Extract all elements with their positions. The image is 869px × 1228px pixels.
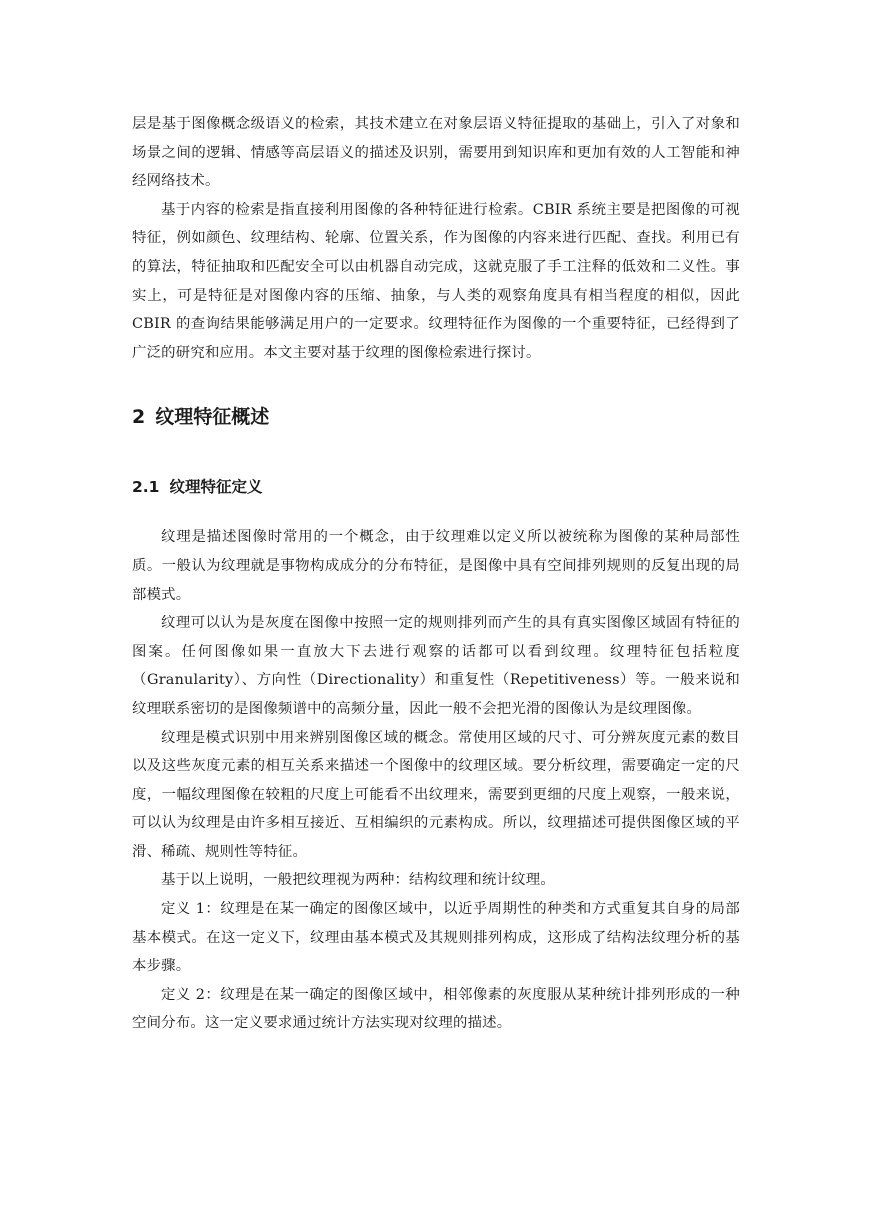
paragraph-intro-continued: 层是基于图像概念级语义的检索，其技术建立在对象层语义特征提取的基础上，引入了对象和场景之间的逻辑、情感等高层语义的描述及识别，需要用到知识库和更加有效的人工智能和神经网络技术。 — [132, 116, 740, 190]
subsection-heading — [132, 475, 740, 499]
paragraph-definition-1: 定义 1：纹理是在某一确定的图像区域中，以近乎周期性的种类和方式重复其自身的局部基本模式。在这一定义下，纹理由基本模式及其规则排列构成，这形成了结构法纹理分析的基本步骤。 — [132, 901, 740, 975]
paragraph-cbir: 基于内容的检索是指直接利用图像的各种特征进行检索。CBIR 系统主要是把图像的可视特征，例如颜色、纹理结构、轮廓、位置关系，作为图像的内容来进行匹配、查找。利用已有的算法，特征抽取和匹配安全可以由机器自动完成，这就克服了手工注释的低效和二义性。事实上，可是特征是对图像内容的压缩、抽象，与人类的观察角度具有相当程度的相似，因此 CBIR 的查询结果能够满足用户的一定要求。纹理特征作为图像的一个重要特征，已经得到了广泛的研究和应用。本文主要对基于纹理的图像检索进行探讨。 — [132, 201, 740, 361]
subsection-title: 纹理特征定义 — [169, 478, 263, 497]
paragraph-texture-gray: 纹理可以认为是灰度在图像中按照一定的规则排列而产生的具有真实图像区域固有特征的图案。任何图像如果一直放大下去进行观察的话都可以看到纹理。纹理特征包括粒度（Granularity）、方向性（Directionality）和重复性（Repetitiveness）等。一般来说和纹理联系密切的是图像频谱中的高频分量，因此一般不会把光滑的图像认为是纹理图像。 — [132, 615, 740, 717]
section-heading — [132, 403, 740, 431]
paragraph-texture-pattern: 纹理是模式识别中用来辨别图像区域的概念。常使用区域的尺寸、可分辨灰度元素的数目以及这些灰度元素的相互关系来描述一个图像中的纹理区域。要分析纹理，需要确定一定的尺度，一幅纹理图像在较粗的尺度上可能看不出纹理来，需要到更细的尺度上观察，一般来说，可以认为纹理是由许多相互接近、互相编织的元素构成。所以，纹理描述可提供图像区域的平滑、稀疏、规则性等特征。 — [132, 729, 740, 860]
paragraph-texture-types: 基于以上说明，一般把纹理视为两种：结构纹理和统计纹理。 — [161, 872, 555, 889]
subsection-number: 2.1 — [132, 478, 160, 497]
section-number: 2 — [132, 406, 146, 429]
section-title: 纹理特征概述 — [155, 406, 270, 429]
paragraph-texture-concept: 纹理是描述图像时常用的一个概念，由于纹理难以定义所以被统称为图像的某种局部性质。一般认为纹理就是事物构成成分的分布特征，是图像中具有空间排列规则的反复出现的局部模式。 — [132, 529, 740, 603]
paragraph-definition-2: 定义 2：纹理是在某一确定的图像区域中，相邻像素的灰度服从某种统计排列形成的一种空间分布。这一定义要求通过统计方法实现对纹理的描述。 — [132, 986, 740, 1032]
document-page — [132, 110, 740, 1038]
